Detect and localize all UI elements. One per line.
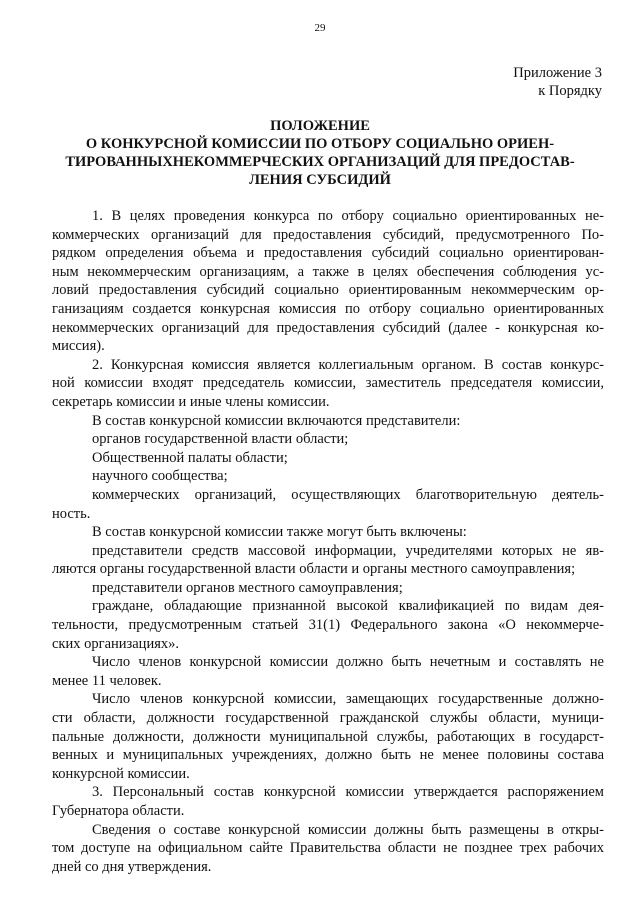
paragraph-line: ганизациям создается конкурсная комиссия по отбору социально ориентированных [52, 300, 604, 317]
page-number: 29 [314, 22, 326, 34]
paragraph [52, 486, 604, 523]
paragraph [52, 430, 604, 449]
paragraph-line: секретарь комиссии и иные члены комиссии. [52, 393, 330, 410]
paragraph [52, 690, 604, 783]
paragraph [52, 207, 604, 356]
paragraph-line: коммерческих организаций для предоставления субсидий, предусмотренного По- [52, 226, 604, 243]
paragraph-line: В состав конкурсной комиссии включаются представители: [92, 412, 461, 429]
paragraph [52, 653, 604, 690]
paragraph-line: коммерческих организаций, осуществляющих благотворительную деятель- [92, 486, 604, 503]
paragraph [52, 523, 604, 542]
paragraph-line: ских организациях». [52, 635, 179, 652]
paragraph [52, 579, 604, 598]
paragraph-line: научного сообщества; [92, 468, 228, 485]
title-line-2: О КОНКУРСНОЙ КОМИССИИ ПО ОТБОРУ СОЦИАЛЬНО ОРИЕН- [85, 136, 555, 152]
paragraph-line: конкурсной комиссии. [52, 765, 190, 782]
paragraph-line: представители средств массовой информации, учредителями которых не яв- [92, 542, 604, 559]
paragraph-line: В состав конкурсной комиссии также могут быть включены: [92, 524, 467, 541]
paragraph-line: ловий предоставления субсидий социально ориентированным некоммерческим ор- [52, 282, 604, 299]
paragraph-line: Число членов конкурсной комиссии, замещающих государственные должно- [92, 691, 604, 708]
paragraph-line: ляются органы государственной власти области и органы местного самоуправления; [52, 561, 576, 578]
paragraph-line: 2. Конкурсная комиссия является коллегиальным органом. В состав конкурс- [92, 356, 604, 373]
paragraph-line: ным некоммерческим организациям, а также в целях обеспечения соблюдения ус- [52, 263, 604, 280]
paragraph [52, 467, 604, 486]
paragraph-line: пальные должности, должности муниципальной службы, работающих в государст- [52, 728, 604, 745]
paragraph-line: представители органов местного самоуправления; [92, 579, 403, 596]
document-title [0, 117, 640, 189]
paragraph-line: Губернатора области. [52, 803, 185, 819]
paragraph-line: граждане, обладающие признанной высокой квалификацией по видам дея- [92, 598, 604, 615]
paragraph-line: ной комиссии входят председатель комиссии, заместитель председателя комиссии, [52, 375, 604, 392]
paragraph-line: том доступе на официальном сайте Правительства области не позднее трех рабочих [52, 840, 604, 857]
paragraph-line: 3. Персональный состав конкурсной комиссии утверждается распоряжением [92, 784, 604, 801]
paragraph-line: рядком определения объема и предоставления субсидий социально ориентирован- [52, 245, 604, 262]
paragraph-line: миссия). [52, 338, 105, 355]
paragraph [52, 542, 604, 579]
paragraph-line: Сведения о составе конкурсной комиссии должны быть размещены в откры- [92, 821, 604, 838]
paragraph-line: некоммерческих организаций для предоставления субсидий (далее - конкурсная ко- [52, 319, 604, 336]
paragraph [52, 449, 604, 468]
document-body [52, 207, 604, 876]
title-line-1: ПОЛОЖЕНИЕ [270, 118, 370, 134]
paragraph-line: венных и муниципальных учреждениях, должно быть не менее половины состава [52, 747, 604, 764]
paragraph-line: 1. В целях проведения конкурса по отбору социально ориентированных не- [92, 208, 604, 224]
paragraph-line: тельности, предусмотренным статьей 31(1) Федерального закона «О некоммерче- [52, 617, 604, 634]
appendix-reference [513, 64, 602, 100]
paragraph-line: сти области, должности государственной гражданской службы области, муници- [52, 710, 604, 727]
paragraph-line: менее 11 человек. [52, 672, 162, 689]
title-line-3: ТИРОВАННЫХНЕКОММЕРЧЕСКИХ ОРГАНИЗАЦИЙ ДЛЯ ПРЕДОСТАВ- [65, 154, 575, 170]
paragraph [52, 356, 604, 412]
paragraph-line: Общественной палаты области; [92, 449, 288, 466]
paragraph [52, 783, 604, 820]
appendix-line-1: Приложение 3 [513, 65, 602, 81]
paragraph [52, 821, 604, 877]
paragraph [52, 597, 604, 653]
paragraph-line: органов государственной власти области; [92, 431, 349, 448]
paragraph-line: дней со дня утверждения. [52, 858, 212, 875]
paragraph-line: Число членов конкурсной комиссии должно быть нечетным и составлять не [92, 654, 604, 671]
paragraph-line: ность. [52, 505, 91, 522]
appendix-line-2: к Порядку [538, 83, 602, 99]
paragraph [52, 412, 604, 431]
title-line-4: ЛЕНИЯ СУБСИДИЙ [249, 172, 391, 188]
